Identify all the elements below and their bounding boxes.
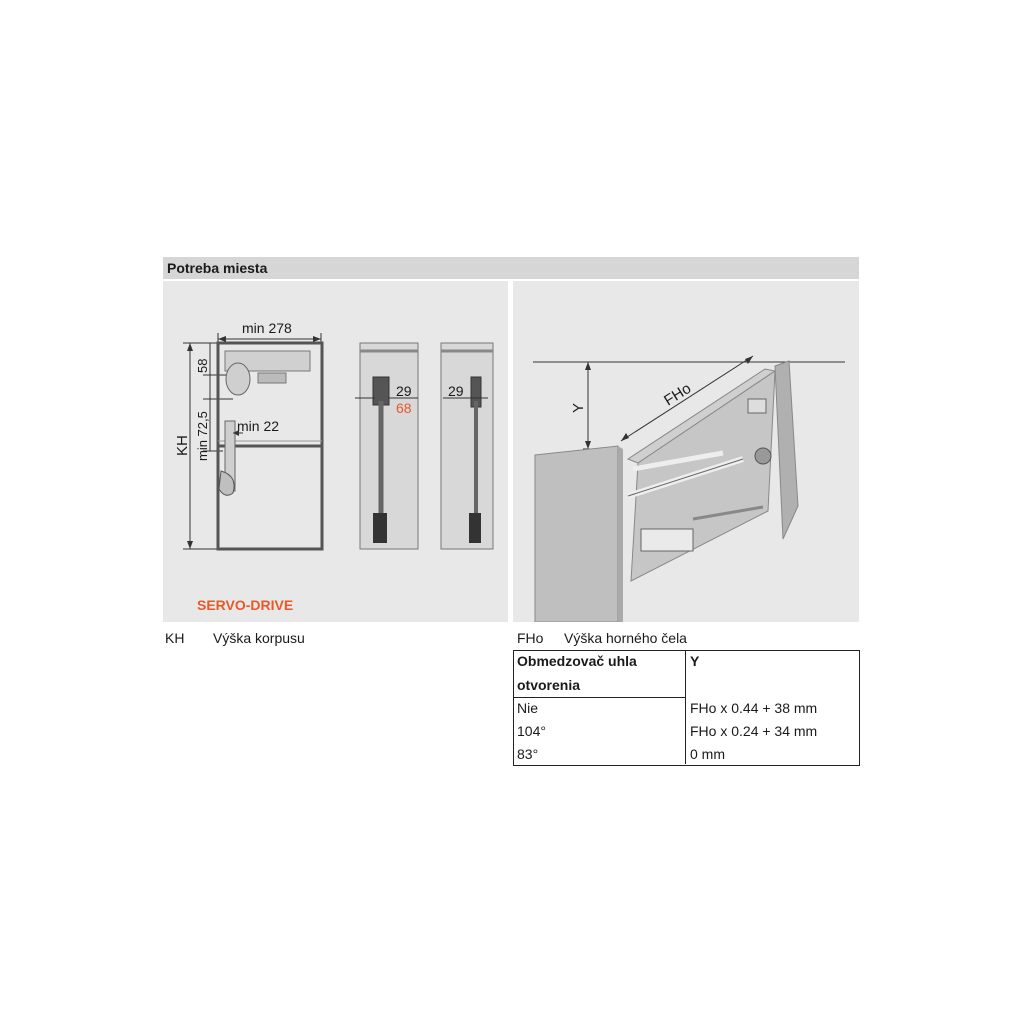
table-header-col1-line2: otvorenia <box>517 677 581 693</box>
table-row-y: FHo x 0.44 + 38 mm <box>690 700 818 716</box>
servo-drive-label: SERVO-DRIVE <box>197 597 294 613</box>
legend-kh-abbr: KH <box>165 630 185 646</box>
legend-kh-desc: Výška korpusu <box>213 630 305 646</box>
table-row-limit: 83° <box>517 746 539 762</box>
left-diagram-panel <box>163 281 508 622</box>
right-diagram-panel <box>513 281 859 622</box>
y-label: Y <box>570 402 587 413</box>
kh-label: KH <box>174 435 191 456</box>
dim-58-label: 58 <box>195 358 210 373</box>
legend-fho-desc: Výška horného čela <box>564 630 687 646</box>
legend-fho-abbr: FHo <box>517 630 544 646</box>
side-b-dim-29: 29 <box>448 383 464 399</box>
cabinet-front-drawing <box>163 281 508 622</box>
table-header-divider <box>513 697 685 698</box>
section-title: Potreba miesta <box>167 260 268 276</box>
table-row-y: FHo x 0.24 + 34 mm <box>690 723 818 739</box>
side-a-dim-68: 68 <box>396 400 412 416</box>
table-header-col2: Y <box>690 653 700 669</box>
width-label: min 278 <box>242 320 292 336</box>
table-header-col1-line1: Obmedzovač uhla <box>517 653 637 669</box>
fho-label: FHo <box>661 379 695 410</box>
min-22-label: min 22 <box>237 418 280 434</box>
section-header <box>163 257 859 279</box>
side-a-dim-29: 29 <box>396 383 412 399</box>
dim-72-5-label: min 72,5 <box>195 411 210 461</box>
lift-perspective-drawing <box>513 281 859 622</box>
table-row-y: 0 mm <box>690 746 725 762</box>
table-col-divider <box>685 650 686 764</box>
table-row-limit: 104° <box>517 723 546 739</box>
table-row-limit: Nie <box>517 700 539 716</box>
